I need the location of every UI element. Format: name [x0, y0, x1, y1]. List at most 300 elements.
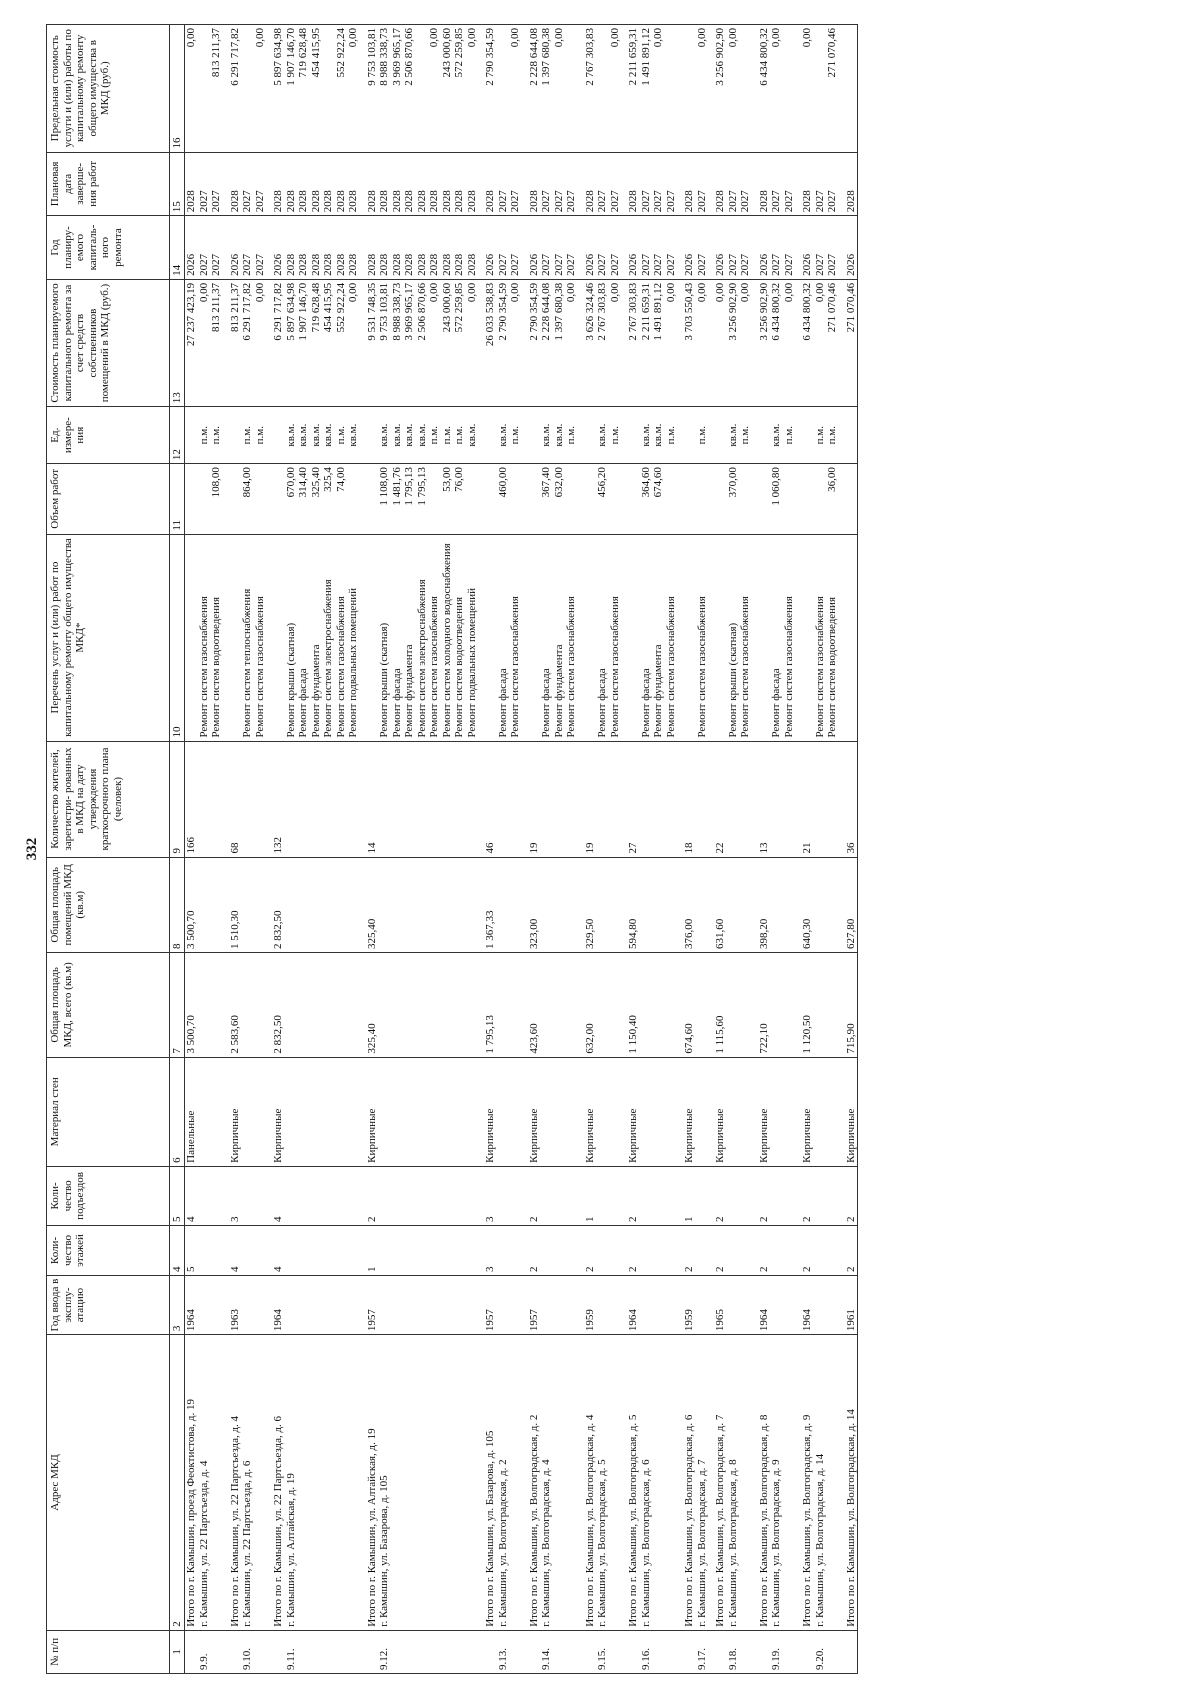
col-number: 10	[170, 534, 185, 741]
cost-value: 2 506 870,66	[415, 282, 428, 341]
empty-cell	[727, 1225, 752, 1275]
unit-value: п.м.	[453, 425, 465, 444]
volume-cell	[801, 463, 814, 534]
entrances-cell: 2	[714, 1166, 727, 1225]
works-cell	[727, 534, 752, 741]
year-cell: 1964	[758, 1275, 771, 1334]
works-cell	[596, 534, 621, 741]
repair-year-value: 2028	[334, 253, 347, 276]
limit-cost-cell	[241, 24, 266, 152]
col-number: 12	[170, 406, 185, 463]
total-limit-cost: 5 897 634,98	[272, 24, 285, 152]
empty-cell	[640, 1057, 678, 1166]
col-number: 2	[170, 1334, 185, 1630]
completion-date-value: 2027	[565, 189, 577, 212]
limit-cost-value: 0,00	[608, 27, 621, 47]
empty-cell	[285, 1166, 360, 1225]
empty-cell	[770, 1166, 795, 1225]
volume-cell	[696, 463, 709, 534]
empty-cell	[814, 1225, 839, 1275]
repair-year-cell	[640, 215, 678, 279]
volume-value	[565, 467, 578, 531]
empty-cell	[198, 1225, 223, 1275]
unit-value: п.м.	[782, 425, 795, 444]
table-body	[185, 24, 858, 1673]
repair-year-value: 2028	[415, 253, 428, 276]
wall-material-cell: Кирпичные	[714, 1057, 727, 1166]
entrances-cell: 1	[683, 1166, 696, 1225]
repair-year-value: 2027	[739, 253, 751, 276]
entrances-cell: 3	[229, 1166, 242, 1225]
unit-cell	[540, 406, 578, 463]
address-cell: г. Камышин, ул. Волгоградская, д. 6	[640, 1334, 678, 1630]
completion-date-value: 2027	[540, 189, 552, 212]
unit-value: п.м.	[813, 425, 826, 444]
unit-value: кв.м.	[390, 423, 403, 447]
volume-value	[254, 467, 267, 531]
limit-cost-value	[814, 28, 827, 149]
limit-cost-cell	[540, 24, 578, 152]
total-label: Итого по г. Камышин, ул. 22 Партсъезда, д. 6	[272, 1334, 285, 1630]
residents-cell: 13	[758, 741, 771, 857]
premises-area-cell: 1 367,33	[484, 857, 497, 953]
unit-value: кв.м.	[322, 423, 334, 447]
completion-date-value: 2028	[334, 189, 347, 212]
cost-value: 2 767 303,83	[596, 282, 608, 341]
limit-cost-cell	[696, 24, 709, 152]
cost-cell	[497, 279, 522, 406]
total-repair-year: 2026	[185, 215, 198, 279]
total-completion-date: 2028	[627, 152, 640, 216]
wall-material-cell: Кирпичные	[845, 1057, 858, 1166]
repair-year-cell	[241, 215, 266, 279]
completion-date-value: 2027	[241, 189, 253, 212]
completion-date-value: 2028	[415, 189, 428, 212]
unit-cell	[696, 406, 709, 463]
wall-material-cell: Кирпичные	[229, 1057, 242, 1166]
limit-cost-cell	[285, 24, 360, 152]
total-label: Итого по г. Камышин, ул. Волгоградская, д. 9	[801, 1334, 814, 1630]
table-row	[198, 24, 223, 1673]
works-cell	[528, 534, 541, 741]
empty-cell	[198, 1275, 223, 1334]
volume-value: 325,40	[309, 466, 322, 497]
row-number: 9.12.	[378, 1630, 478, 1673]
work-item: Ремонт систем газоснабжения	[565, 595, 577, 738]
unit-value: кв.м.	[639, 423, 652, 447]
repair-year-value: 2027	[813, 253, 826, 276]
entrances-cell: 2	[366, 1166, 379, 1225]
floors-cell: 4	[229, 1225, 242, 1275]
total-limit-cost: 9 753 103,81	[366, 24, 379, 152]
entrances-cell: 2	[627, 1166, 640, 1225]
unit-value: п.м.	[253, 425, 266, 444]
unit-value: кв.м.	[297, 423, 309, 447]
repair-year-value: 2028	[322, 253, 334, 276]
empty-cell	[727, 1166, 752, 1225]
total-repair-year: 2026	[845, 215, 858, 279]
entrances-cell: 2	[845, 1166, 858, 1225]
volume-value: 76,00	[453, 466, 465, 492]
col-number: 9	[170, 741, 185, 857]
floors-cell: 5	[185, 1225, 198, 1275]
cost-value: 8 988 338,73	[390, 282, 403, 341]
total-area-cell: 2 832,50	[272, 952, 285, 1057]
col-number: 8	[170, 857, 185, 953]
unit-value: кв.м.	[596, 423, 608, 447]
total-cost: 0,00	[714, 279, 727, 406]
floors-cell: 2	[801, 1225, 814, 1275]
unit-value: п.м.	[739, 425, 751, 444]
premises-area-cell: 640,30	[801, 857, 814, 953]
col-header-repair-year: Год планиру- емого капиталь- ного ремонта	[47, 215, 170, 279]
empty-cell	[696, 1225, 709, 1275]
cost-value: 0,00	[739, 282, 751, 302]
empty-cell	[640, 857, 678, 953]
total-limit-cost: 6 434 800,32	[758, 24, 771, 152]
empty-cell	[640, 1275, 678, 1334]
total-row	[366, 24, 379, 1673]
works-cell	[814, 534, 839, 741]
limit-cost-value: 454 415,95	[309, 27, 322, 77]
cost-value: 1 397 680,38	[552, 282, 565, 341]
empty-cell	[198, 857, 223, 953]
premises-area-cell: 594,80	[627, 857, 640, 953]
repair-year-value: 2027	[197, 253, 210, 276]
volume-cell	[584, 463, 597, 534]
volume-value: 370,00	[726, 466, 739, 497]
volume-cell	[727, 463, 752, 534]
work-item: Ремонт фасада	[540, 667, 552, 738]
unit-value: кв.м.	[770, 423, 782, 447]
empty-cell	[596, 1225, 621, 1275]
volume-value: 1 060,80	[770, 466, 782, 506]
repair-year-cell	[696, 215, 709, 279]
volume-value: 364,60	[639, 466, 652, 497]
total-cost: 6 434 800,32	[801, 279, 814, 406]
wall-material-cell: Кирпичные	[272, 1057, 285, 1166]
empty-cell	[814, 1166, 839, 1225]
repair-year-cell	[198, 215, 223, 279]
works-cell	[696, 534, 709, 741]
total-repair-year: 2026	[801, 215, 814, 279]
total-label: Итого по г. Камышин, ул. 22 Партсъезда, д. 4	[229, 1334, 242, 1630]
residents-cell: 27	[627, 741, 640, 857]
year-cell: 1959	[584, 1275, 597, 1334]
cost-cell	[814, 279, 839, 406]
volume-value	[739, 467, 752, 531]
volume-value: 53,00	[440, 466, 453, 492]
total-limit-cost: 2 767 303,83	[584, 24, 597, 152]
work-item: Ремонт систем теплоснабжения	[241, 588, 253, 738]
repair-year-value: 2027	[509, 253, 521, 276]
cost-value: 0,00	[465, 282, 478, 302]
completion-date-cell	[770, 152, 795, 216]
empty-cell	[540, 1166, 578, 1225]
row-number: 9.15.	[596, 1630, 621, 1673]
repair-year-value: 2028	[428, 253, 440, 276]
total-completion-date: 2028	[758, 152, 771, 216]
total-completion-date: 2028	[584, 152, 597, 216]
total-repair-year: 2026	[758, 215, 771, 279]
empty-cell	[285, 1057, 360, 1166]
unit-cell	[378, 406, 478, 463]
work-item: Ремонт фасада	[770, 667, 782, 738]
row-number: 9.11.	[285, 1630, 360, 1673]
volume-value	[198, 467, 211, 531]
empty-cell	[497, 741, 522, 857]
repair-year-value: 2027	[241, 253, 253, 276]
cost-value: 2 790 354,59	[496, 282, 509, 341]
year-cell: 1963	[229, 1275, 242, 1334]
work-item: Ремонт систем водоотведения	[453, 596, 465, 738]
repair-year-value: 2028	[378, 253, 390, 276]
empty-cell	[285, 952, 360, 1057]
completion-date-cell	[696, 152, 709, 216]
total-label: Итого по г. Камышин, проезд Феоктистова, д. 19	[185, 1334, 198, 1630]
premises-area-cell: 325,40	[366, 857, 379, 953]
repair-year-cell	[814, 215, 839, 279]
completion-date-value: 2027	[552, 189, 565, 212]
volume-value: 325,4	[322, 466, 334, 492]
total-area-cell: 1 120,50	[801, 952, 814, 1057]
unit-value: кв.м.	[540, 423, 552, 447]
year-cell: 1965	[714, 1275, 727, 1334]
col-number: 5	[170, 1166, 185, 1225]
col-header-completion-date: Плановая дата заверше- ния работ	[47, 152, 170, 216]
works-cell	[366, 534, 379, 741]
works-cell	[683, 534, 696, 741]
empty-cell	[497, 1057, 522, 1166]
volume-value: 108,00	[210, 466, 222, 497]
works-cell	[241, 534, 266, 741]
work-item: Ремонт систем газоснабжения	[197, 595, 210, 738]
work-item: Ремонт систем газоснабжения	[334, 595, 347, 738]
cost-value: 3 256 902,90	[726, 282, 739, 341]
empty-cell	[770, 1057, 795, 1166]
empty-cell	[596, 857, 621, 953]
col-number: 14	[170, 215, 185, 279]
limit-cost-cell	[814, 24, 839, 152]
total-completion-date: 2028	[484, 152, 497, 216]
works-cell	[185, 534, 198, 741]
empty-cell	[540, 741, 578, 857]
work-item: Ремонт фундамента	[652, 644, 664, 738]
cost-value: 243 000,60	[440, 282, 453, 332]
completion-date-value: 2027	[782, 189, 795, 212]
limit-cost-value	[416, 28, 429, 149]
cost-value: 0,00	[565, 282, 577, 302]
address-cell: г. Камышин, ул. 22 Партсъезда, д. 6	[241, 1334, 266, 1630]
col-number: 11	[170, 463, 185, 534]
total-completion-date: 2028	[366, 152, 379, 216]
total-limit-cost: 0,00	[185, 24, 198, 152]
page-number: 332	[24, 837, 40, 860]
col-header-total-area: Общая площадь МКД, всего (кв.м)	[47, 952, 170, 1057]
cost-value: 0,00	[509, 282, 521, 302]
total-label: Итого по г. Камышин, ул. Волгоградская, д. 8	[758, 1334, 771, 1630]
repair-year-value: 2027	[782, 253, 795, 276]
limit-cost-value: 0,00	[347, 27, 359, 47]
repair-year-value: 2027	[639, 253, 652, 276]
work-item: Ремонт систем водоотведения	[210, 596, 222, 738]
row-number: 9.10.	[241, 1630, 266, 1673]
col-number: 16	[170, 24, 185, 152]
limit-cost-value	[565, 28, 578, 149]
total-row	[801, 24, 814, 1673]
volume-value: 314,40	[297, 466, 309, 497]
col-header-limit-cost: Предельная стоимость услуги и (или) работы по капитальному ремонту общего имущества в МКД (руб.)	[47, 24, 170, 152]
empty-cell	[814, 952, 839, 1057]
premises-area-cell: 627,80	[845, 857, 858, 953]
total-limit-cost: 3 256 902,90	[714, 24, 727, 152]
work-item: Ремонт систем газоснабжения	[782, 595, 795, 738]
empty-cell	[378, 741, 478, 857]
cost-value: 0,00	[197, 282, 210, 302]
volume-cell	[198, 463, 223, 534]
limit-cost-value: 3 969 965,17	[390, 27, 403, 86]
address-cell: г. Камышин, ул. Волгоградская, д. 14	[814, 1334, 839, 1630]
completion-date-value: 2028	[465, 189, 478, 212]
volume-value: 460,00	[496, 466, 509, 497]
completion-date-value: 2027	[695, 189, 708, 212]
empty-cell	[497, 857, 522, 953]
total-cost: 3 256 902,90	[758, 279, 771, 406]
completion-date-value: 2028	[428, 189, 440, 212]
volume-value: 670,00	[284, 466, 297, 497]
unit-cell	[770, 406, 795, 463]
works-cell	[229, 534, 242, 741]
cost-value: 0,00	[428, 282, 440, 302]
limit-cost-cell	[640, 24, 678, 152]
works-cell	[627, 534, 640, 741]
limit-cost-value: 572 259,85	[453, 27, 465, 77]
works-cell	[640, 534, 678, 741]
empty-cell	[640, 952, 678, 1057]
cost-value: 6 434 800,32	[770, 282, 782, 341]
floors-cell: 2	[584, 1225, 597, 1275]
volume-value	[665, 467, 678, 531]
repair-year-value: 2028	[309, 253, 322, 276]
work-item: Ремонт систем газоснабжения	[739, 595, 751, 738]
empty-cell	[596, 741, 621, 857]
limit-cost-value	[322, 28, 335, 149]
work-item: Ремонт систем электроснабжения	[322, 578, 334, 738]
repair-year-value: 2028	[284, 253, 297, 276]
limit-cost-value	[739, 28, 752, 149]
empty-cell	[241, 1225, 266, 1275]
total-cost: 6 291 717,82	[272, 279, 285, 406]
work-item: Ремонт систем газоснабжения	[695, 595, 708, 738]
cost-value: 2 211 659,31	[639, 282, 652, 340]
total-repair-year: 2028	[366, 215, 379, 279]
volume-cell	[640, 463, 678, 534]
empty-cell	[497, 1166, 522, 1225]
completion-date-value: 2027	[652, 189, 664, 212]
cost-cell	[198, 279, 223, 406]
work-item: Ремонт фасада	[496, 667, 509, 738]
empty-cell	[540, 1225, 578, 1275]
completion-date-value: 2027	[197, 189, 210, 212]
table-row	[727, 24, 752, 1673]
col-header-wall-material: Материал стен	[47, 1057, 170, 1166]
col-header-works: Перечень услуг и (или) работ по капитальному ремонту общего имущества МКД*	[47, 534, 170, 741]
repair-year-value: 2027	[770, 253, 782, 276]
row-number: 9.16.	[640, 1630, 678, 1673]
total-row	[845, 24, 858, 1673]
empty-cell	[770, 952, 795, 1057]
completion-date-value: 2028	[390, 189, 403, 212]
completion-date-cell	[814, 152, 839, 216]
empty-cell	[378, 1057, 478, 1166]
unit-cell	[484, 406, 497, 463]
volume-value: 1 795,13	[403, 466, 415, 506]
empty-cell	[497, 1225, 522, 1275]
unit-cell	[584, 406, 597, 463]
limit-cost-cell	[497, 24, 522, 152]
col-number: 15	[170, 152, 185, 216]
unit-value: п.м.	[565, 425, 577, 444]
col-number: 1	[170, 1630, 185, 1673]
work-item: Ремонт подвальных помещений	[347, 587, 359, 738]
total-limit-cost	[683, 24, 696, 152]
total-row	[683, 24, 696, 1673]
limit-cost-value: 0,00	[465, 27, 478, 47]
col-header-num: № п/п	[47, 1630, 170, 1673]
unit-value: п.м.	[334, 425, 347, 444]
wall-material-cell: Кирпичные	[528, 1057, 541, 1166]
limit-cost-cell	[727, 24, 752, 152]
limit-cost-value: 0,00	[552, 27, 565, 47]
unit-cell	[229, 406, 242, 463]
empty-cell	[727, 952, 752, 1057]
cost-value: 0,00	[664, 282, 677, 302]
works-cell	[378, 534, 478, 741]
completion-date-value: 2028	[297, 189, 309, 212]
work-item: Ремонт систем газоснабжения	[664, 595, 677, 738]
empty-cell	[198, 741, 223, 857]
floors-cell: 1	[366, 1225, 379, 1275]
total-num-cell	[528, 1630, 541, 1673]
repair-year-value: 2028	[440, 253, 453, 276]
table-row	[285, 24, 360, 1673]
completion-date-cell	[727, 152, 752, 216]
works-cell	[497, 534, 522, 741]
col-header-address: Адрес МКД	[47, 1334, 170, 1630]
total-row	[627, 24, 640, 1673]
total-row	[484, 24, 497, 1673]
empty-cell	[378, 1166, 478, 1225]
row-number: 9.17.	[696, 1630, 709, 1673]
cost-cell	[696, 279, 709, 406]
empty-cell	[241, 857, 266, 953]
volume-cell	[627, 463, 640, 534]
total-completion-date: 2028	[229, 152, 242, 216]
cost-cell	[640, 279, 678, 406]
repair-year-cell	[727, 215, 752, 279]
works-cell	[714, 534, 727, 741]
unit-value: п.м.	[210, 425, 222, 444]
total-limit-cost: 0,00	[801, 24, 814, 152]
table-row	[378, 24, 478, 1673]
total-label: Итого по г. Камышин, ул. Алтайская, д. 19	[366, 1334, 379, 1630]
total-repair-year: 2026	[484, 215, 497, 279]
empty-cell	[540, 1275, 578, 1334]
total-label: Итого по г. Камышин, ул. Волгоградская, д. 14	[845, 1334, 858, 1630]
total-repair-year: 2026	[229, 215, 242, 279]
residents-cell: 19	[528, 741, 541, 857]
table-row	[640, 24, 678, 1673]
